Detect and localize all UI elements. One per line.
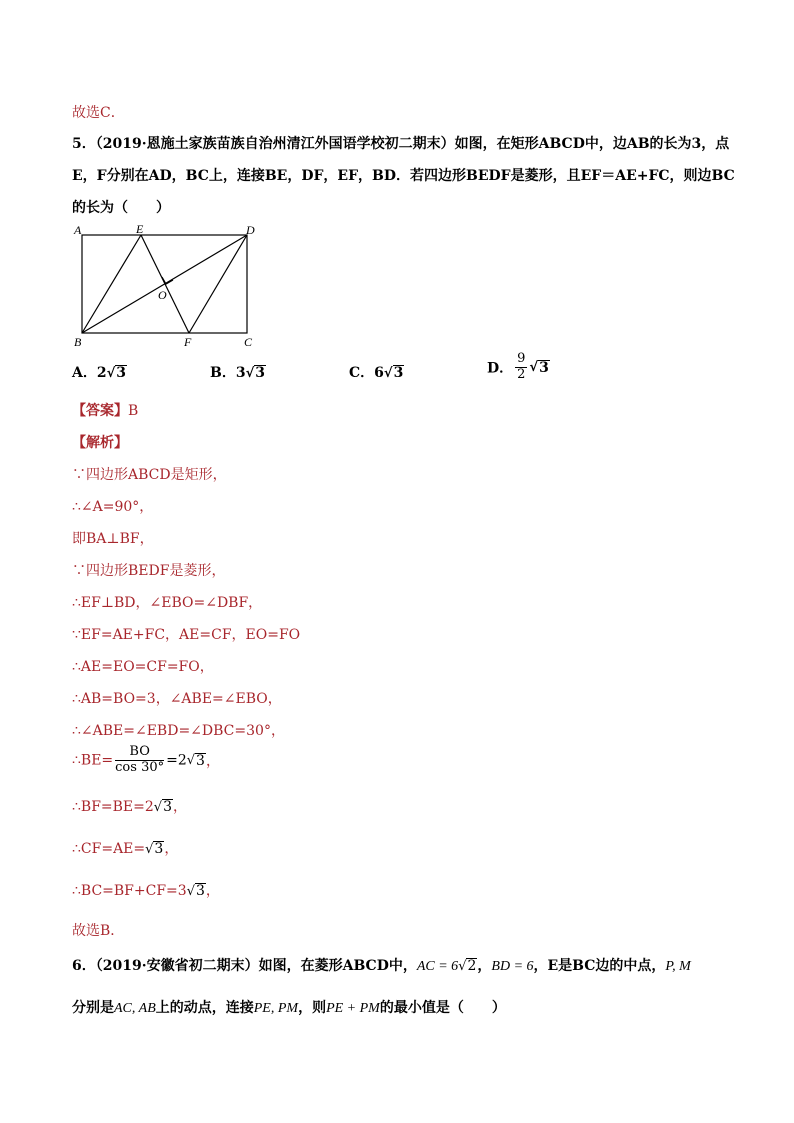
step-8: ∴AB=BO=3，∠ABE=∠EBO， <box>72 691 282 707</box>
q6-ac-expr: AC = 6 <box>416 959 459 974</box>
step-be-numerator: BO <box>115 745 164 761</box>
step-bc-tail: ， <box>205 883 220 899</box>
step-bc-radicand: 3 <box>196 883 205 899</box>
label-c: C <box>244 335 253 349</box>
label-b: B <box>74 335 82 349</box>
option-b: B．3√3 <box>210 365 266 381</box>
q5-stem-line1 <box>72 133 729 153</box>
step-be-lhs: ∴BE= <box>72 752 114 769</box>
q5-source: （2019·恩施土家族苗族自治州清江外国语学校初二期末） <box>95 136 455 152</box>
step-be-fraction <box>115 745 164 776</box>
q5-stem-line2: E，F分别在AD，BC上，连接BE，DF，EF，BD．若四边形BEDF是菱形，且EF＝AE+FC，则边BC <box>72 168 735 184</box>
q6-sum: PE + PM <box>326 1001 380 1016</box>
segment-fd <box>189 235 247 333</box>
option-a-radicand: 3 <box>116 365 127 381</box>
option-a: A．2√3 <box>72 365 127 381</box>
option-b-radicand: 3 <box>255 365 266 381</box>
q5-number: 5． <box>72 136 96 152</box>
q5-stem-line3: 的长为（ ） <box>72 200 170 216</box>
q6-sep: ， <box>477 958 492 974</box>
step-be: ∴BE= $\frac{BO}{\cos 30^\circ}$ =2√3， <box>72 744 220 775</box>
option-c: C．6√3 <box>349 365 404 381</box>
label-e: E <box>136 222 144 236</box>
option-d-fraction <box>515 352 527 383</box>
option-d-numerator: 9 <box>517 351 526 366</box>
step-6: ∵EF=AE+FC，AE=CF，EO=FO <box>72 627 301 643</box>
option-c-coef: 6 <box>374 365 384 381</box>
q5-figure <box>70 222 270 352</box>
answer-label: 【答案】 <box>72 403 128 419</box>
step-bf: ∴BF=BE=2√3， <box>72 799 188 815</box>
option-c-letter: C． <box>349 365 375 381</box>
q6-line2-b: 上的动点，连接 <box>155 1000 254 1016</box>
option-a-coef: 2 <box>96 365 107 381</box>
q6-ac-radicand: 2 <box>467 958 477 974</box>
option-d-denominator: 2 <box>517 366 526 382</box>
answer-value: B <box>128 403 139 419</box>
option-a-letter: A． <box>72 365 97 381</box>
q6-stem-a: 如图，在菱形ABCD中， <box>258 958 417 974</box>
step-3: 即BA⊥BF， <box>72 531 154 547</box>
step-cf-lhs: ∴CF=AE= <box>72 841 146 857</box>
option-d: D． $\frac{9}{2}$ √3 <box>487 351 549 382</box>
step-5: ∴EF⊥BD，∠EBO=∠DBF， <box>72 595 263 611</box>
step-bc-lhs: ∴BC=BF+CF=3 <box>72 883 187 899</box>
q6-bd-expr: BD = 6 <box>491 959 534 974</box>
step-bf-lhs: ∴BF=BE=2 <box>72 799 154 815</box>
step-cf-tail: ， <box>164 841 179 857</box>
q6-line2-c: ，则 <box>298 1000 327 1016</box>
segment-be <box>82 235 141 333</box>
step-cf-radicand: 3 <box>154 841 164 857</box>
q6-stem-line1: 6．（2019·安徽省初二期末）如图，在菱形ABCD中，AC = 6√2，BD = 6，E是BC边的中点，P, M <box>72 958 691 974</box>
q6-pm: P, M <box>665 959 691 974</box>
q6-stem-b: ，E是BC边的中点， <box>533 958 666 974</box>
q6-line2-a: 分别是 <box>72 1000 114 1016</box>
step-1: ∵四边形ABCD是矩形， <box>72 467 227 483</box>
step-bc: ∴BC=BF+CF=3√3， <box>72 883 220 899</box>
q6-stem-line2 <box>72 997 506 1017</box>
step-4: ∵四边形BEDF是菱形， <box>72 563 226 579</box>
step-bf-radicand: 3 <box>163 799 173 815</box>
step-be-denominator: cos 30° <box>115 759 165 775</box>
option-c-radicand: 3 <box>393 365 404 381</box>
step-bf-tail: ， <box>173 799 188 815</box>
label-a: A <box>74 223 82 237</box>
analysis-label: 【解析】 <box>72 435 128 451</box>
option-d-radicand: 3 <box>539 359 549 376</box>
step-9: ∴∠ABE=∠EBD=∠DBC=30°， <box>72 723 285 739</box>
q6-acab: AC, AB <box>114 1001 156 1016</box>
q6-number: 6． <box>72 958 96 974</box>
q5-conclusion: 故选B． <box>72 923 125 939</box>
step-2: ∴∠A=90°， <box>72 499 154 515</box>
answer-line <box>72 400 138 420</box>
segment-bd <box>82 235 247 333</box>
step-be-eq: =2 <box>166 752 187 769</box>
label-f: F <box>184 335 192 349</box>
step-cf: ∴CF=AE=√3， <box>72 841 179 857</box>
q5-stem-text1: 如图，在矩形ABCD中，边AB的长为3，点 <box>454 136 730 152</box>
label-d: D <box>246 223 255 237</box>
step-be-radicand: 3 <box>196 752 205 769</box>
option-b-coef: 3 <box>235 365 246 381</box>
label-o: O <box>158 288 167 302</box>
option-d-letter: D． <box>487 360 514 377</box>
option-b-letter: B． <box>210 365 236 381</box>
step-7: ∴AE=EO=CF=FO， <box>72 659 214 675</box>
q6-pepm: PE, PM <box>253 1001 299 1016</box>
q6-source: （2019·安徽省初二期末） <box>95 958 259 974</box>
step-be-tail: ， <box>205 753 220 770</box>
previous-conclusion: 故选C． <box>72 105 125 121</box>
q6-line2-d: 的最小值是（ ） <box>379 1000 506 1016</box>
right-angle-mark <box>162 277 173 284</box>
